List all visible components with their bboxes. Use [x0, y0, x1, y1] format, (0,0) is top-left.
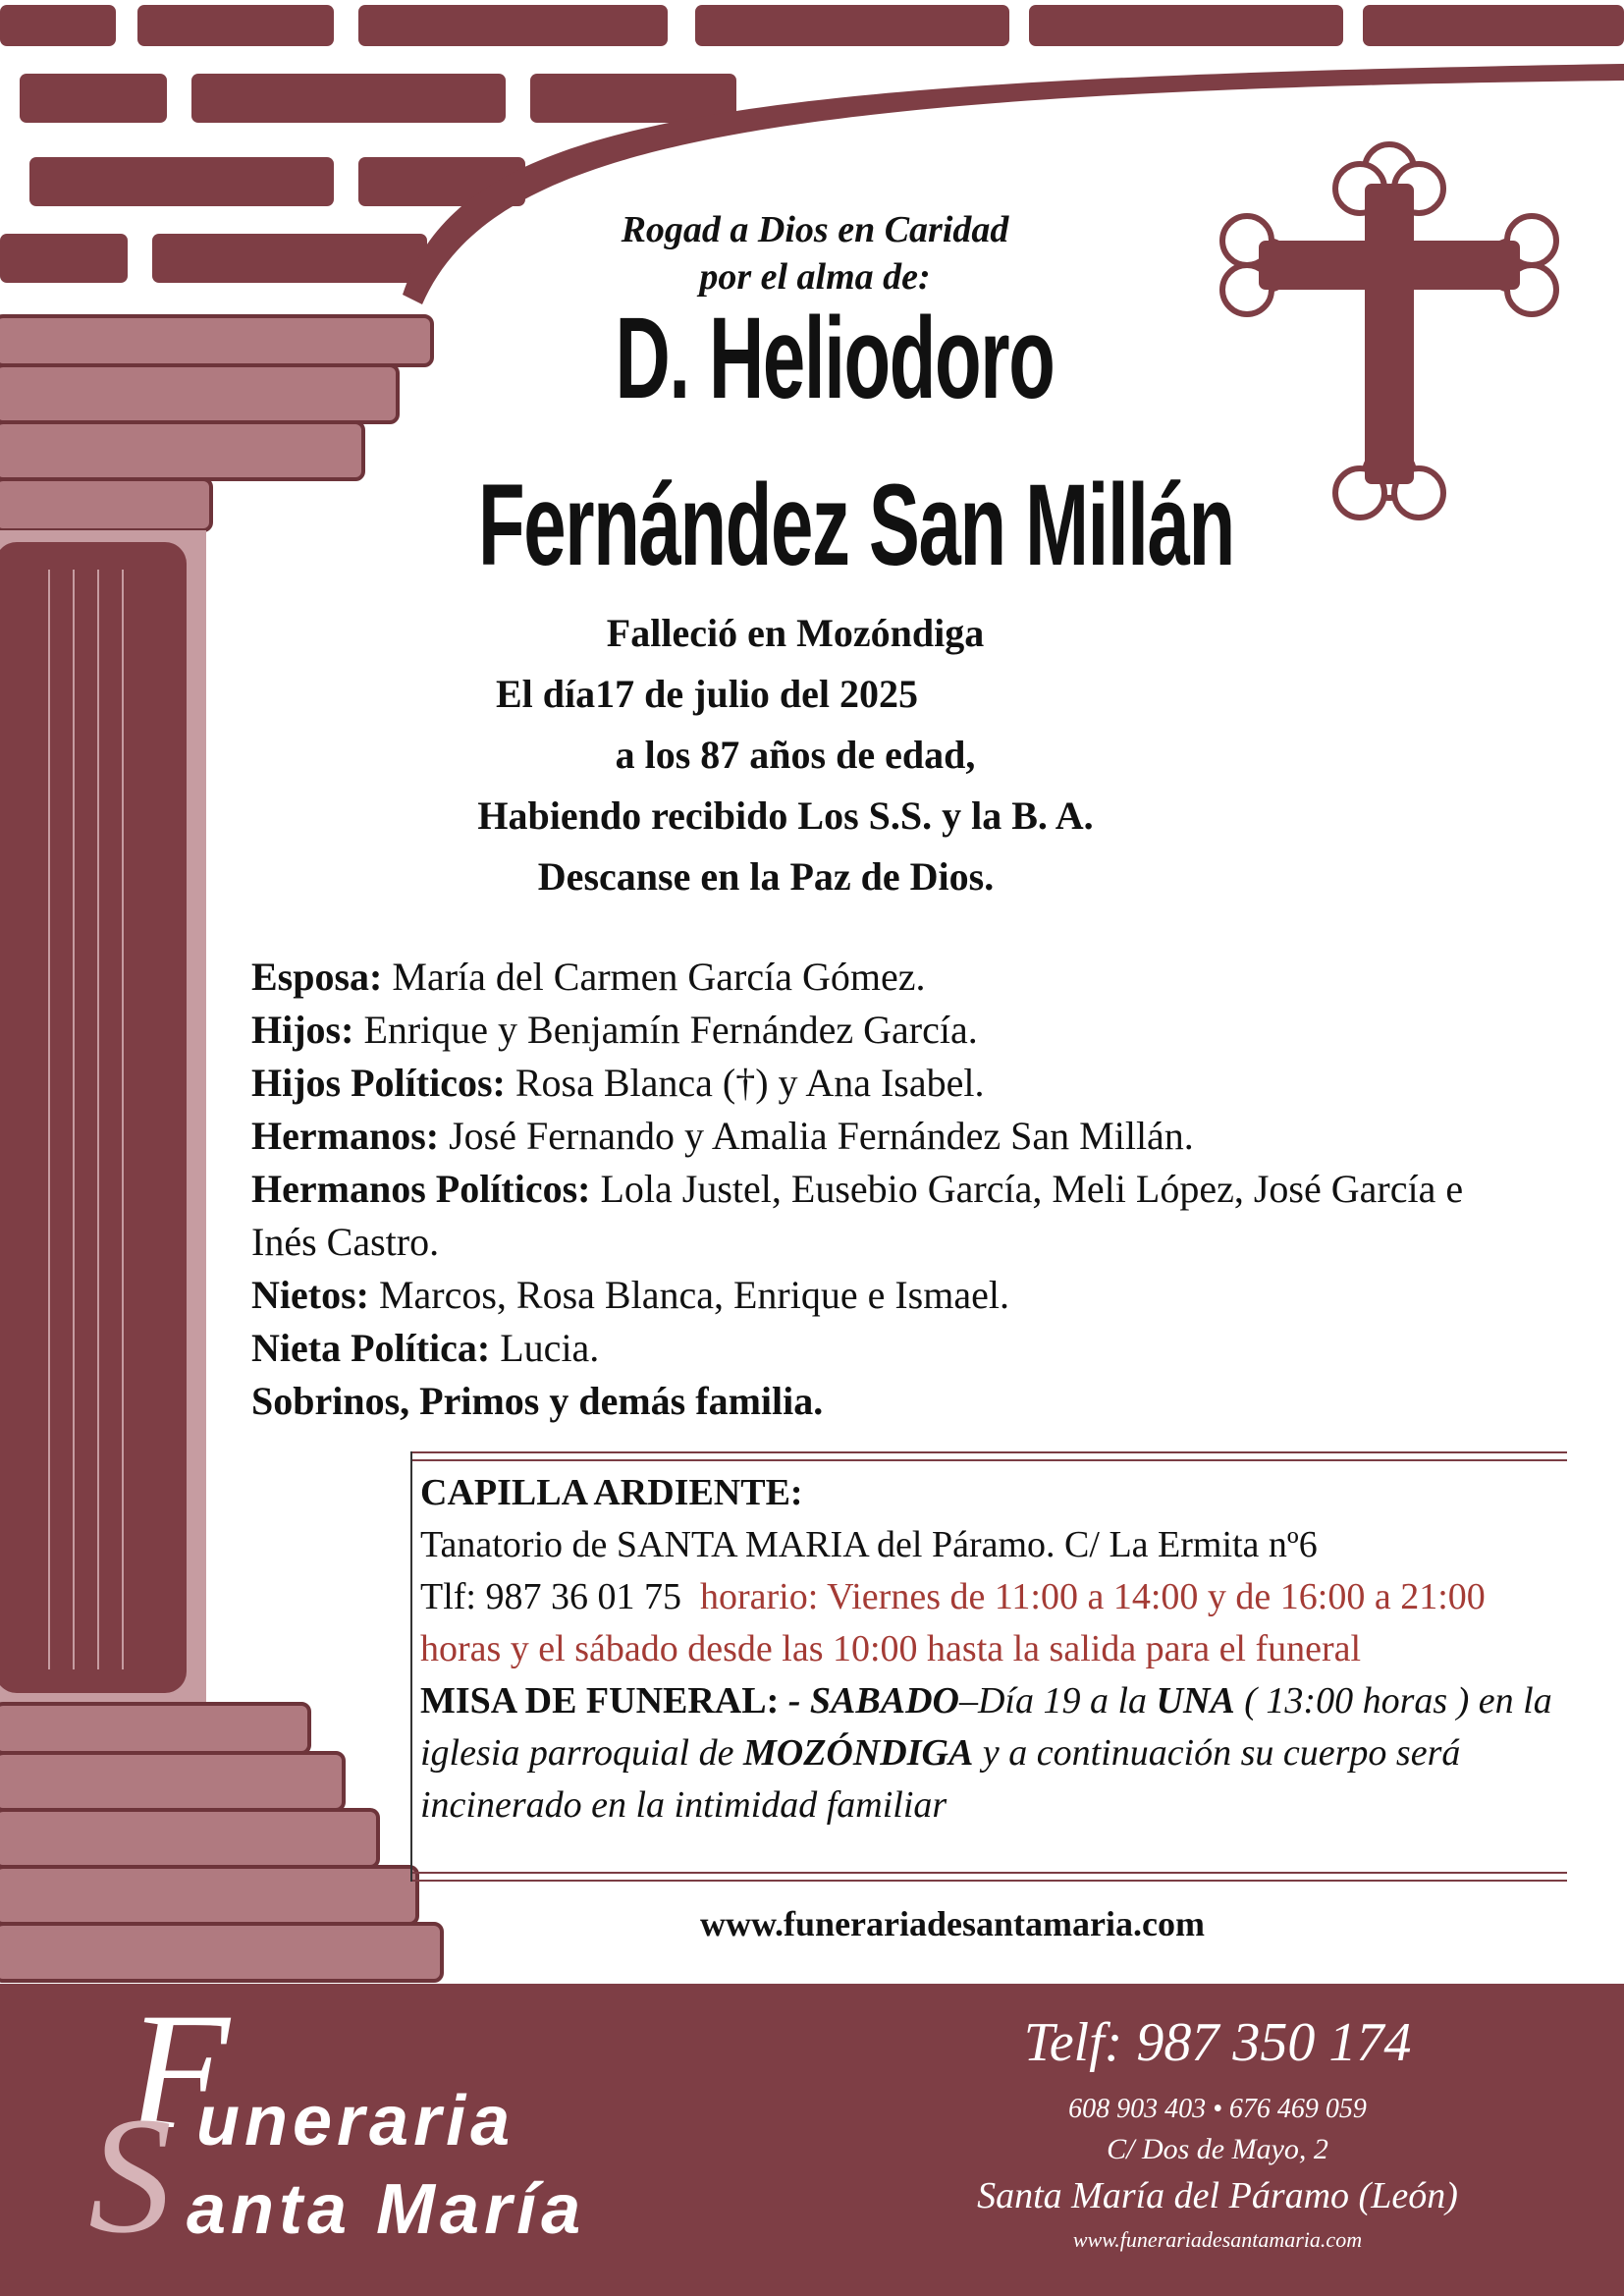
deceased-name-line-1: D. Heliodoro	[615, 294, 1055, 423]
rest-in-peace-line: Descanse en la Paz de Dios.	[537, 854, 995, 899]
column-capital	[0, 316, 432, 530]
chapel-address: Tanatorio de SANTA MARIA del Páramo. C/ La Ermita nº6	[420, 1524, 1318, 1565]
deceased-name-line-2: Fernández San Millán	[478, 461, 1234, 590]
family-children: Hijos: Enrique y Benjamín Fernández García.	[251, 1008, 978, 1052]
family-siblings-in-law: Hermanos Políticos: Lola Justel, Eusebio García, Meli López, José García e Inés Castro.	[251, 1167, 1464, 1264]
box-bottom-rule	[412, 1872, 1567, 1882]
brand-line-2: anta María	[187, 2170, 586, 2249]
funeral-details-text	[420, 1467, 1565, 1831]
brand-initial-s: S	[88, 2083, 172, 2268]
footer-city: Santa María del Páramo (León)	[977, 2175, 1458, 2216]
brand-initial-f: F	[128, 1979, 230, 2163]
box-top-rule	[412, 1451, 1567, 1461]
footer-web[interactable]: www.funerariadesantamaria.com	[1072, 2227, 1363, 2252]
mass-details: MISA DE FUNERAL: - SABADO–Día 19 a la UNA ( 13:00 horas ) en la iglesia parroquial de MOZÓNDIGA y a continuación su cuerpo será incinerado en la intimidad familiar	[420, 1680, 1552, 1826]
family-list	[251, 951, 1528, 1428]
family-spouse: Esposa: María del Carmen García Gómez.	[251, 955, 926, 999]
family-granddaughter-in-law: Nieta Política: Lucia.	[251, 1326, 600, 1370]
death-place: Falleció en Mozóndiga	[606, 611, 985, 655]
funeral-details-box	[410, 1451, 1567, 1882]
intro-line-2: por el alma de:	[699, 256, 931, 298]
chapel-phone-schedule: Tlf: 987 36 01 75 horario: Viernes de 11:00 a 14:00 y de 16:00 a 21:00 horas y el sábado desde las 10:00 hasta la salida para el funeral	[420, 1576, 1486, 1669]
family-children-in-law: Hijos Políticos: Rosa Blanca (†) y Ana Isabel.	[251, 1061, 985, 1105]
footer-phone: Telf: 987 350 174	[1023, 2012, 1412, 2073]
intro-line-1: Rogad a Dios en Caridad	[621, 209, 1009, 250]
family-others: Sobrinos, Primos y demás familia.	[251, 1379, 824, 1423]
death-age: a los 87 años de edad,	[615, 733, 976, 777]
death-date: El día17 de julio del 2025	[495, 672, 919, 716]
family-siblings: Hermanos: José Fernando y Amalia Fernández San Millán.	[251, 1114, 1194, 1158]
cross-icon	[1222, 144, 1556, 518]
website-link[interactable]: www.funerariadesantamaria.com	[700, 1904, 1205, 1943]
brand-line-1: uneraria	[196, 2082, 515, 2160]
column-shaft	[0, 530, 206, 1704]
footer-mobiles: 608 903 403 • 676 469 059	[1068, 2094, 1367, 2124]
family-grandchildren: Nietos: Marcos, Rosa Blanca, Enrique e Ismael.	[251, 1273, 1009, 1317]
chapel-schedule: horario: Viernes de 11:00 a 14:00 y de 16:00 a 21:00 horas y el sábado desde las 10:00 hasta la salida para el funeral	[420, 1576, 1486, 1669]
chapel-title: CAPILLA ARDIENTE:	[420, 1472, 803, 1513]
sacraments-line: Habiendo recibido Los S.S. y la B. A.	[477, 793, 1094, 838]
column-base	[0, 1704, 442, 1981]
footer-street: C/ Dos de Mayo, 2	[1107, 2133, 1328, 2165]
